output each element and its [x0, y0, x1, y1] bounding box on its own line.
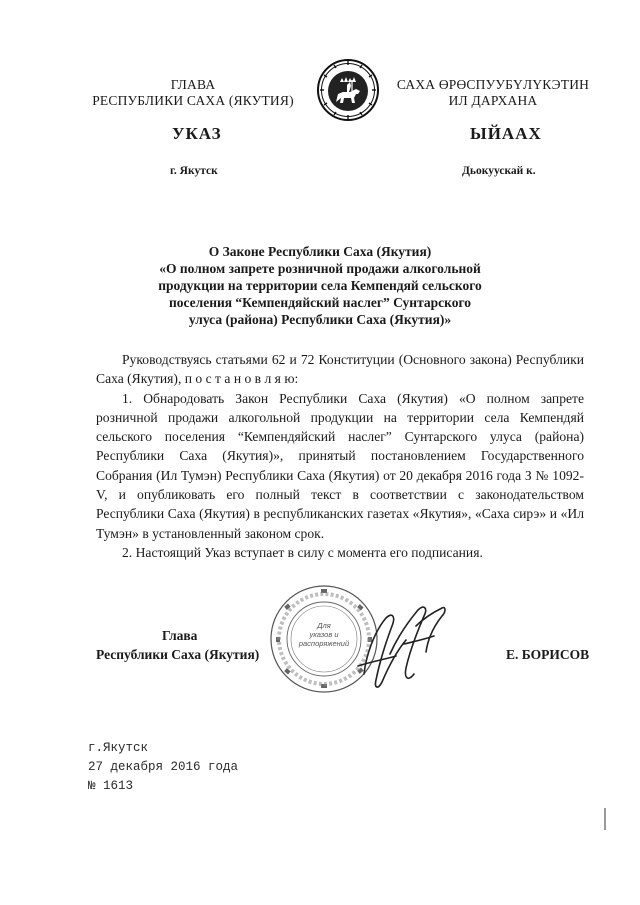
city-left: г. Якутск	[170, 165, 218, 177]
stamp-line: распоряжений	[298, 639, 350, 648]
signatory-name: Е. БОРИСОВ	[506, 647, 590, 662]
footer-block	[88, 739, 238, 796]
scan-margin-mark	[604, 808, 606, 830]
header-left-line2: РЕСПУБЛИКИ САХА (ЯКУТИЯ)	[92, 93, 294, 108]
header-left-line1: ГЛАВА	[170, 77, 216, 92]
stamp-line: Для	[317, 621, 331, 630]
decree-title-right: ЫЙААХ	[470, 124, 542, 143]
body-item-2: 2. Настоящий Указ вступает в силу с момента его подписания.	[122, 544, 483, 560]
footer-date: 27 декабря 2016 года	[88, 760, 239, 774]
header-right	[378, 77, 608, 109]
body-intro: Руководствуясь статьями 62 и 72 Конституции (Основного закона) Республики Саха (Якутия), п о с т а н о в л я ю:	[96, 352, 584, 387]
stamp-inner-text	[298, 621, 350, 648]
footer-number: № 1613	[88, 779, 134, 793]
header-left	[78, 77, 308, 109]
title-line: продукции на территории села Кемпендяй сельского	[158, 278, 482, 293]
body-item-1: 1. Обнародовать Закон Республики Саха (Якутия) «О полном запрете розничной продажи алкогольной продукции на территории села Кемпендяй сельского поселения “Кемпендяйский наслег” Сунтарского улуса (района) Республики Саха (Якутия)», принятый постановлением Государственного Собрания (Ил Тумэн) Республики Саха (Якутия) от 20 декабря 2016 года З № 1092-V, и опубликовать его полный текст в соответствии с законодательством Республики Саха (Якутия) в республиканских газетах «Якутия», «Саха сирэ» и «Ил Тумэн» в установленный законом срок.	[96, 390, 584, 541]
title-line: поселения “Кемпендяйский наслег” Сунтарского	[168, 295, 472, 310]
signatory-role-line2: Республики Саха (Якутия)	[96, 647, 260, 662]
header-right-line2: ИЛ ДАРХАНА	[448, 93, 538, 108]
footer-city: г.Якутск	[88, 741, 149, 755]
decree-body	[96, 350, 584, 562]
title-line: улуса (района) Республики Саха (Якутия)»	[188, 312, 452, 327]
stamp-line: указов и	[309, 630, 339, 639]
handwritten-signature	[346, 596, 456, 696]
decree-title-left: УКАЗ	[172, 124, 222, 143]
document-title	[110, 243, 530, 328]
title-line: О Законе Республики Саха (Якутия)	[208, 244, 432, 259]
signatory-role-line1: Глава	[162, 628, 198, 643]
title-line: «О полном запрете розничной продажи алкогольной	[159, 261, 481, 276]
header-right-line1: САХА ӨРӨСПУУБҮЛҮКЭТИН	[396, 77, 590, 92]
yakutia-coat-of-arms-icon	[316, 58, 380, 122]
city-right: Дьокуускай к.	[462, 165, 536, 177]
